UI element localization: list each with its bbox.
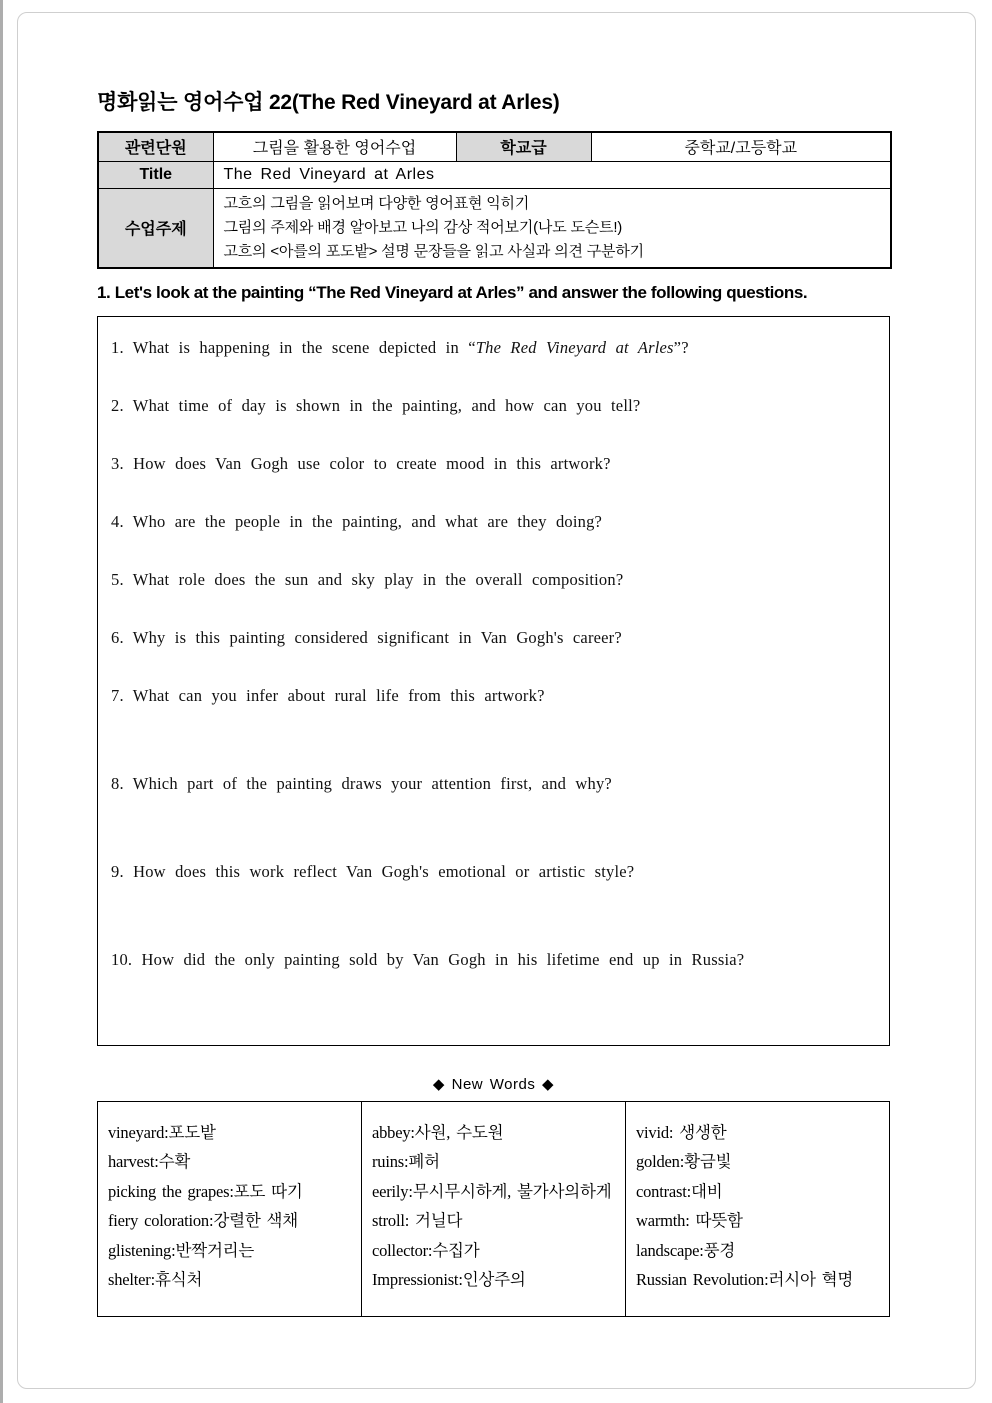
- vocab-entry: vineyard:포도밭: [108, 1122, 216, 1142]
- related-unit-value: 그림을 활용한 영어수업: [213, 132, 456, 161]
- vocab-entry: stroll: 거닐다: [372, 1211, 463, 1230]
- lesson-topic-line: 그림의 주제와 배경 알아보고 나의 감상 적어보기(나도 도슨트!): [223, 218, 623, 236]
- scan-edge-strip: [0, 0, 3, 1403]
- new-words-column-2: [362, 1101, 626, 1316]
- vocab-entry: golden:황금빛: [636, 1152, 732, 1171]
- new-words-column-1: [98, 1101, 362, 1316]
- info-row-topic: [98, 188, 891, 268]
- vocab-entry: Impressionist:인상주의: [372, 1270, 526, 1289]
- lesson-topic-label: 수업주제: [98, 188, 213, 268]
- worksheet-page: [97, 86, 890, 1317]
- section1-heading: 1. Let's look at the painting “The Red Vineyard at Arles” and answer the following questions.: [97, 282, 808, 302]
- question-10: 10. How did the only painting sold by Van Gogh in his lifetime end up in Russia?: [111, 949, 745, 969]
- new-words-table: [97, 1101, 890, 1317]
- question-1: [111, 338, 875, 358]
- lesson-topic-value: [213, 188, 891, 268]
- vocab-entry: abbey:사원, 수도원: [372, 1122, 504, 1142]
- info-row-unit: [98, 132, 891, 161]
- vocab-entry: contrast:대비: [636, 1181, 723, 1201]
- vocab-entry: warmth: 따뜻함: [636, 1211, 743, 1230]
- vocab-entry: ruins:폐허: [372, 1152, 440, 1171]
- vocab-entry: vivid: 생생한: [636, 1122, 727, 1142]
- title-label: Title: [98, 161, 213, 188]
- vocab-entry: fiery coloration:강렬한 색채: [108, 1211, 298, 1230]
- lesson-topic-line: 고흐의 그림을 읽어보며 다양한 영어표현 익히기: [223, 194, 530, 212]
- new-words-column-3: [626, 1101, 890, 1316]
- school-level-label: 학교급: [456, 132, 591, 161]
- question-1-suffix: ”?: [673, 337, 689, 357]
- question-4: 4. Who are the people in the painting, and what are they doing?: [111, 511, 603, 531]
- question-3: 3. How does Van Gogh use color to create mood in this artwork?: [111, 453, 611, 473]
- question-6: 6. Why is this painting considered significant in Van Gogh's career?: [111, 627, 622, 647]
- question-1-prefix: 1. What is happening in the scene depicted in “: [111, 337, 476, 357]
- question-5: 5. What role does the sun and sky play in the overall composition?: [111, 569, 624, 589]
- vocab-entry: landscape:풍경: [636, 1240, 736, 1260]
- school-level-value: 중학교/고등학교: [591, 132, 891, 161]
- vocab-entry: glistening:반짝거리는: [108, 1240, 255, 1260]
- info-row-title: [98, 161, 891, 188]
- vocab-entry: harvest:수확: [108, 1152, 191, 1171]
- lesson-topic-line: 고흐의 <아를의 포도밭> 설명 문장들을 읽고 사실과 의견 구분하기: [223, 242, 644, 260]
- vocab-entry: picking the grapes:포도 따기: [108, 1181, 303, 1201]
- question-8: 8. Which part of the painting draws your attention first, and why?: [111, 773, 612, 793]
- related-unit-label: 관련단원: [98, 132, 213, 161]
- title-value: The Red Vineyard at Arles: [213, 161, 891, 188]
- vocab-entry: shelter:휴식처: [108, 1270, 203, 1289]
- questions-box: [97, 316, 890, 1046]
- question-2: 2. What time of day is shown in the painting, and how can you tell?: [111, 395, 641, 415]
- question-7: 7. What can you infer about rural life from this artwork?: [111, 685, 545, 705]
- page-title: 명화읽는 영어수업 22(The Red Vineyard at Arles): [97, 91, 560, 114]
- new-words-heading: ◆ New Words ◆: [432, 1075, 555, 1093]
- lesson-info-table: [97, 131, 892, 269]
- vocab-entry: collector:수집가: [372, 1240, 480, 1260]
- vocab-entry: Russian Revolution:러시아 혁명: [636, 1270, 854, 1289]
- question-1-painting-title: The Red Vineyard at Arles: [475, 337, 674, 357]
- question-9: 9. How does this work reflect Van Gogh's emotional or artistic style?: [111, 861, 635, 881]
- vocab-entry: eerily:무시무시하게, 불가사의하게: [372, 1181, 612, 1201]
